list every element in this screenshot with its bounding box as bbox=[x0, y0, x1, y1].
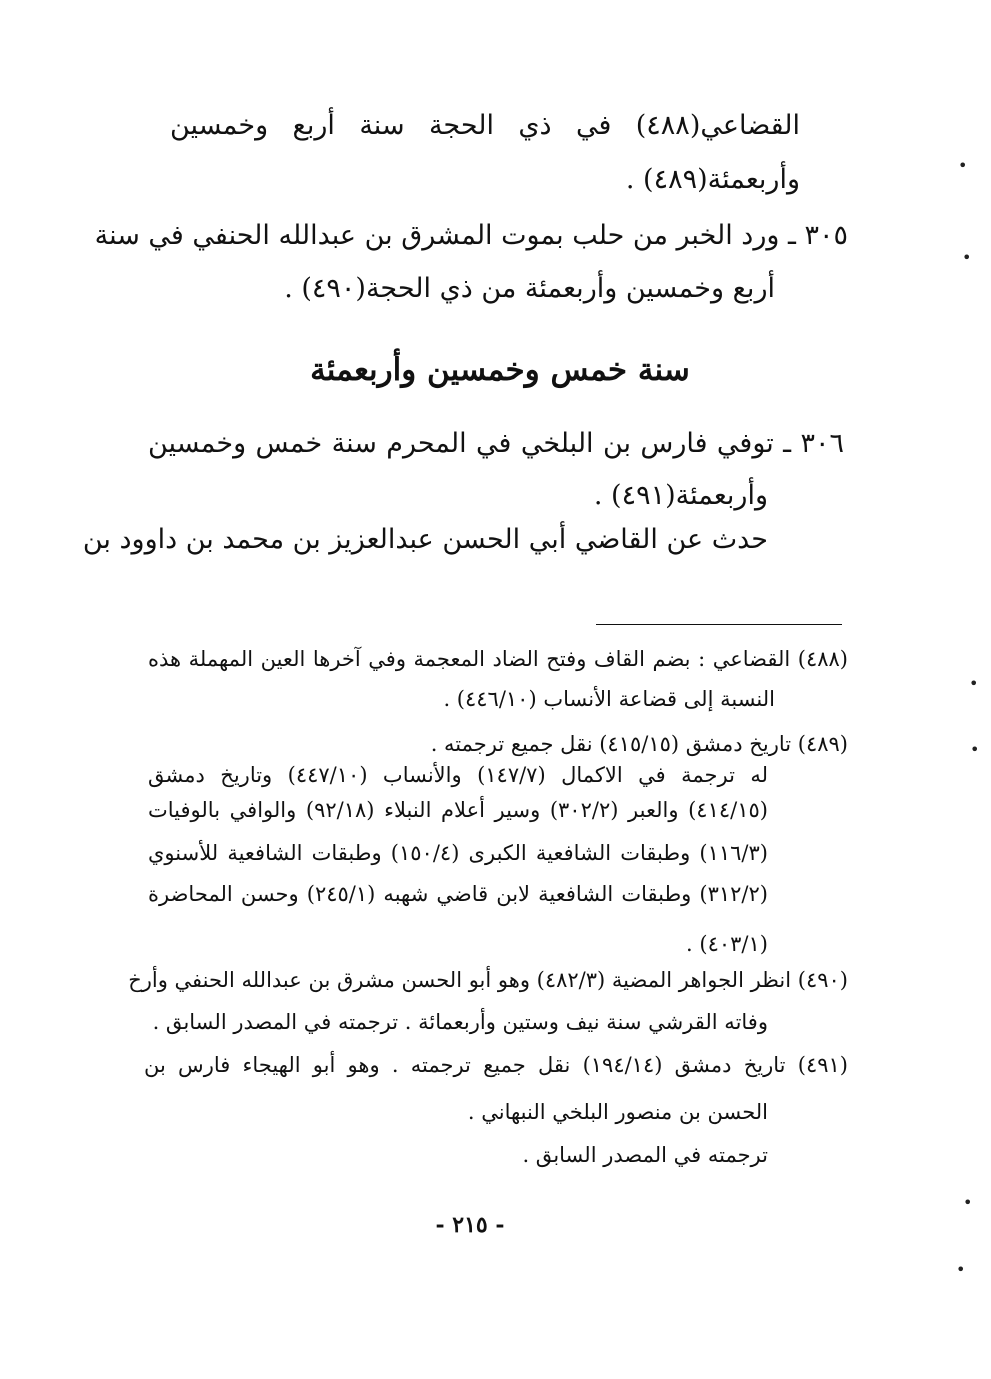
scan-speck: • bbox=[956, 1260, 966, 1279]
footnote-line: (٤١٤/١٥) والعبر (٣٠٢/٢) وسير أعلام النبلاء (٩٢/١٨) والوافي بالوفيات bbox=[148, 798, 768, 822]
scan-speck: • bbox=[970, 740, 980, 759]
entry-306-line: حدث عن القاضي أبي الحسن عبدالعزيز بن محمد بن داوود بن bbox=[82, 524, 768, 555]
entry-305-line: ٣٠٥ ـ ورد الخبر من حلب بموت المشرق بن عبدالله الحنفي في سنة bbox=[94, 220, 848, 251]
scan-speck: • bbox=[963, 1193, 973, 1212]
scan-speck: • bbox=[969, 674, 979, 693]
section-heading: سنة خمس وخمسين وأربعمئة bbox=[310, 352, 690, 388]
footnote-line: (٤٨٨) القضاعي : بضم القاف وفتح الضاد المعجمة وفي آخرها العين المهملة هذه bbox=[148, 647, 848, 671]
entry-306-line: وأربعمئة(٤٩١) . bbox=[593, 480, 768, 511]
footnote-line: (٣١٢/٢) وطبقات الشافعية لابن قاضي شهبه (٢٤٥/١) وحسن المحاضرة bbox=[148, 882, 768, 906]
entry-306-line: ٣٠٦ ـ توفي فارس بن البلخي في المحرم سنة خمس وخمسين bbox=[148, 428, 844, 459]
footnote-line: (٤٨٩) تاريخ دمشق (٤١٥/١٥) نقل جميع ترجمته . bbox=[430, 732, 848, 756]
footnote-line: (١١٦/٣) وطبقات الشافعية الكبرى (١٥٠/٤) وطبقات الشافعية للأسنوي bbox=[148, 841, 768, 865]
footnote-line: (٤٩٠) انظر الجواهر المضية (٤٨٢/٣) وهو أبو الحسن مشرق بن عبدالله الحنفي وأرخ bbox=[128, 968, 848, 992]
footnote-line: ترجمته في المصدر السابق . bbox=[522, 1143, 768, 1167]
footnote-line: له ترجمة في الاكمال (١٤٧/٧) والأنساب (٤٤٧/١٠) وتاريخ دمشق bbox=[148, 763, 768, 787]
scan-speck: • bbox=[962, 248, 972, 267]
footnote-line: النسبة إلى قضاعة الأنساب (٤٤٦/١٠) . bbox=[443, 687, 775, 711]
text-line: القضاعي(٤٨٨) في ذي الحجة سنة أربع وخمسين bbox=[170, 110, 800, 141]
footnote-line: (٤٠٣/١) . bbox=[686, 932, 768, 956]
text-line: وأربعمئة(٤٨٩) . bbox=[625, 164, 800, 195]
footnote-line: (٤٩١) تاريخ دمشق (١٩٤/١٤) نقل جميع ترجمته . وهو أبو الهيجاء فارس بن bbox=[144, 1053, 848, 1077]
scan-speck: • bbox=[958, 156, 968, 175]
footnote-line: وفاته القرشي سنة نيف وستين وأربعمائة . ترجمته في المصدر السابق . bbox=[152, 1010, 768, 1034]
entry-305-line: أربع وخمسين وأربعمئة من ذي الحجة(٤٩٠) . bbox=[284, 273, 775, 304]
page-number: - ٢١٥ - bbox=[435, 1212, 505, 1238]
footnote-separator bbox=[596, 624, 842, 625]
footnote-line: الحسن بن منصور البلخي النبهاني . bbox=[467, 1100, 768, 1124]
